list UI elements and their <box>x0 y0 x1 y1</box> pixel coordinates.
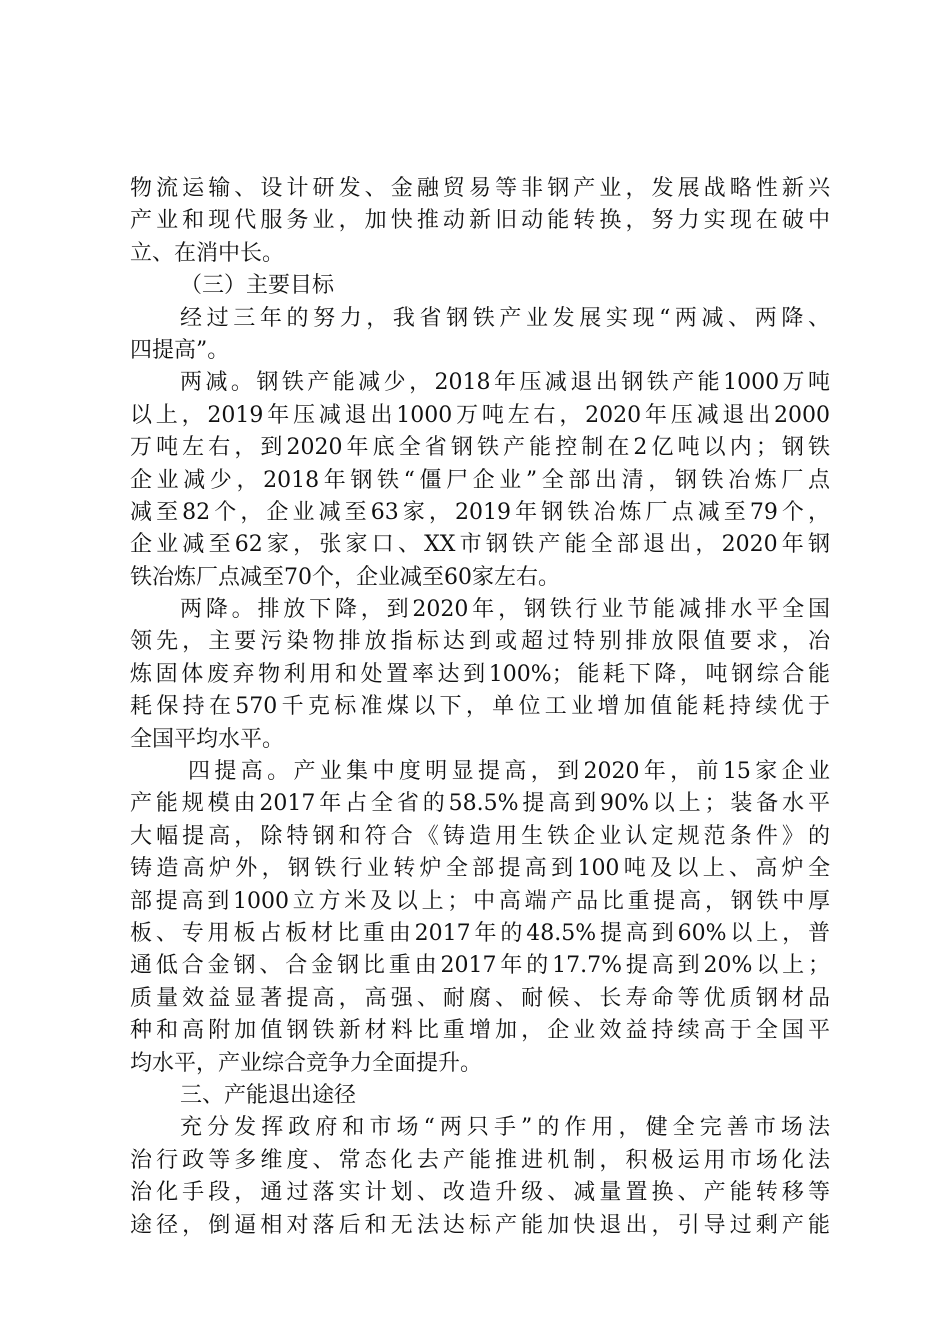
text-line: 减至82个，企业减至63家，2019年钢铁冶炼厂点减至79个， <box>130 499 830 525</box>
text-line: 通低合金钢、合金钢比重由2017年的17.7%提高到20%以上； <box>130 953 830 979</box>
text-line: 铁冶炼厂点减至70个，企业减至60家左右。 <box>130 564 560 590</box>
text-line: 领先，主要污染物排放指标达到或超过特别排放限值要求，冶 <box>130 629 830 655</box>
text-line: 板、专用板占板材比重由2017年的48.5%提高到60%以上，普 <box>130 920 830 946</box>
paragraph-first-line: 经过三年的努力，我省钢铁产业发展实现“两减、两降、 <box>180 305 830 331</box>
text-line: 万吨左右，到2020年底全省钢铁产能控制在2亿吨以内；钢铁 <box>130 435 830 461</box>
text-line: 四提高”。 <box>130 337 230 363</box>
text-line: 大幅提高，除特钢和符合《铸造用生铁企业认定规范条件》的 <box>130 823 830 849</box>
text-line: 以上，2019年压减退出1000万吨左右，2020年压减退出2000 <box>130 402 830 428</box>
text-line: 炼固体废弃物利用和处置率达到100%；能耗下降，吨钢综合能 <box>130 661 830 687</box>
text-line: 产业和现代服务业，加快推动新旧动能转换，努力实现在破中 <box>130 208 830 234</box>
text-line: 企业减至62家，张家口、XX市钢铁产能全部退出，2020年钢 <box>130 532 830 558</box>
paragraph-first-line: 两减。钢铁产能减少，2018年压减退出钢铁产能1000万吨 <box>180 370 830 396</box>
section-heading: （三）主要目标 <box>180 273 335 299</box>
text-line: 物流运输、设计研发、金融贸易等非钢产业，发展战略性新兴 <box>130 176 830 201</box>
text-line: 治行政等多维度、常态化去产能推进机制，积极运用市场化法 <box>130 1147 830 1173</box>
body-text <box>130 173 830 1242</box>
text-line: 企业减少，2018年钢铁“僵尸企业”全部出清，钢铁冶炼厂点 <box>130 467 830 493</box>
text-line: 治化手段，通过落实计划、改造升级、减量置换、产能转移等 <box>130 1180 830 1206</box>
paragraph-first-line: 两降。排放下降，到2020年，钢铁行业节能减排水平全国 <box>180 597 830 623</box>
paragraph-first-line: 四提高。产业集中度明显提高，到2020年，前15家企业 <box>188 759 830 785</box>
text-line: 铸造高炉外，钢铁行业转炉全部提高到100吨及以上、高炉全 <box>130 856 830 882</box>
text-line: 部提高到1000立方米及以上；中高端产品比重提高，钢铁中厚 <box>130 888 830 914</box>
text-line: 全国平均水平。 <box>130 726 285 752</box>
text-line: 耗保持在570千克标准煤以下，单位工业增加值能耗持续优于 <box>130 694 830 720</box>
text-line: 均水平，产业综合竞争力全面提升。 <box>130 1050 483 1076</box>
text-line: 质量效益显著提高，高强、耐腐、耐候、长寿命等优质钢材品 <box>130 985 830 1011</box>
text-line: 产能规模由2017年占全省的58.5%提高到90%以上；装备水平 <box>130 791 830 817</box>
text-line: 立、在消中长。 <box>130 240 285 266</box>
text-line: 途径，倒逼相对落后和无法达标产能加快退出，引导过剩产能 <box>130 1212 830 1238</box>
section-heading: 三、产能退出途径 <box>180 1082 357 1108</box>
text-line: 种和高附加值钢铁新材料比重增加，企业效益持续高于全国平 <box>130 1018 830 1044</box>
paragraph-first-line: 充分发挥政府和市场“两只手”的作用，健全完善市场法 <box>180 1115 830 1141</box>
